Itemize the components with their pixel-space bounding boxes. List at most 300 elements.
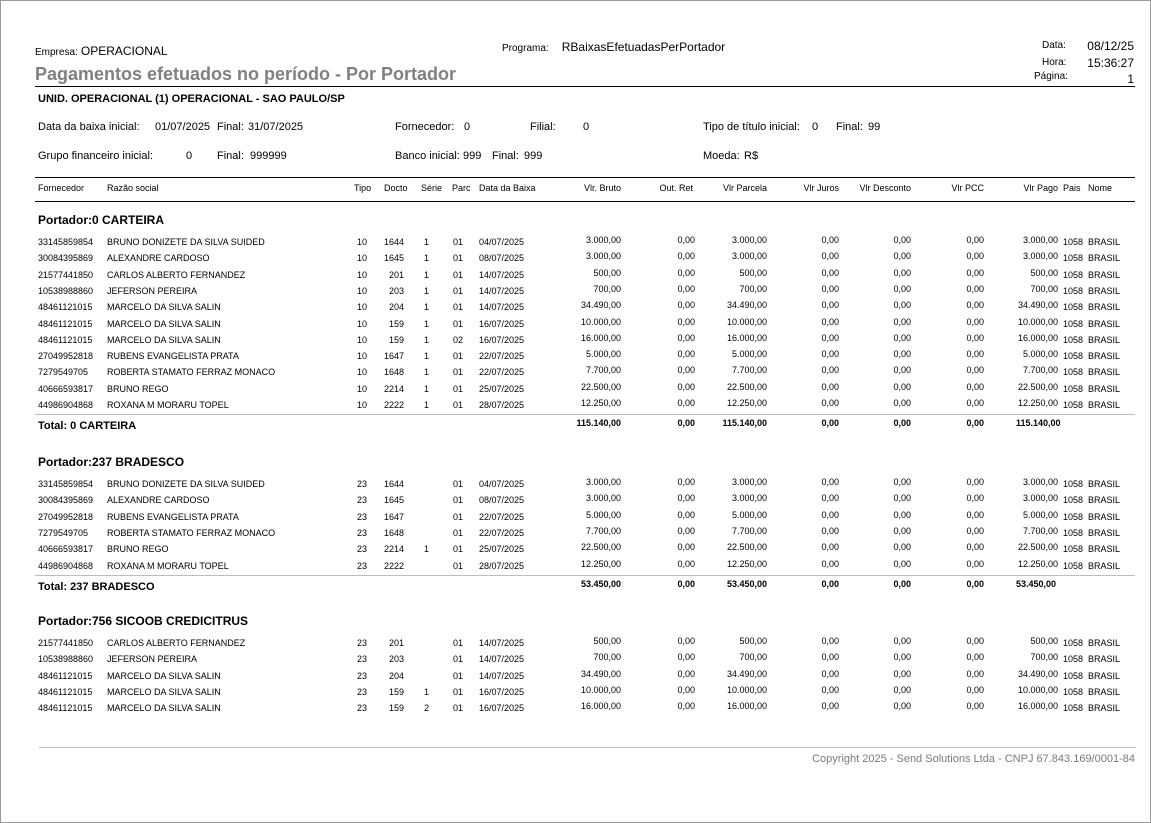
cell-data-baixa: 14/07/2025: [479, 285, 525, 296]
cell-vlr-pcc: 0,00: [966, 684, 984, 695]
cell-vlr-parcela: 700,00: [739, 283, 767, 294]
cell-vlr-bruto: 3.000,00: [585, 235, 621, 245]
cell-pais: 1058: [1063, 253, 1084, 264]
grupo-inicial: 0: [186, 150, 193, 162]
cell-razao-social: BRUNO DONIZETE DA SILVA SUIDED: [107, 479, 265, 489]
cell-pais: 1058: [1063, 495, 1084, 506]
cell-data-baixa: 14/07/2025: [479, 638, 525, 648]
cell-parc: 01: [452, 495, 463, 506]
cell-vlr-desconto: 0,00: [893, 668, 911, 679]
cell-parc: 01: [452, 253, 463, 264]
cell-vlr-bruto: 3.000,00: [585, 493, 621, 504]
cell-vlr-pcc: 0,00: [966, 267, 984, 278]
filial-label: Filial:: [530, 121, 556, 133]
cell-fornecedor: 48461121015: [38, 318, 93, 329]
cell-vlr-juros: 0,00: [821, 300, 839, 311]
cell-out-ret: 0,00: [677, 668, 695, 679]
programa-field: [502, 40, 725, 54]
cell-razao-social: MARCELO DA SILVA SALIN: [107, 302, 221, 313]
col-vlr-desconto: Vlr Desconto: [859, 183, 911, 193]
cell-parc: 01: [452, 351, 463, 362]
total-vlr-pcc: 0,00: [966, 578, 984, 589]
cell-pais: 1058: [1063, 367, 1084, 378]
cell-fornecedor: 33145859854: [38, 479, 94, 489]
cell-vlr-desconto: 0,00: [893, 300, 911, 311]
tipo-titulo-final: 99: [868, 121, 881, 133]
cell-fornecedor: 48461121015: [38, 670, 93, 681]
programa-value: RBaixasEfetuadasPerPortador: [561, 40, 726, 54]
section-label: Portador:: [38, 213, 92, 227]
empresa-value: OPERACIONAL: [80, 44, 168, 58]
cell-vlr-juros: 0,00: [821, 267, 839, 278]
cell-vlr-bruto: 12.250,00: [580, 558, 621, 569]
cell-vlr-juros: 0,00: [821, 365, 839, 376]
cell-docto: 159: [388, 318, 404, 329]
grupo-final: 999999: [250, 150, 287, 162]
cell-razao-social: ALEXANDRE CARDOSO: [107, 253, 210, 264]
data-baixa-final: 31/07/2025: [248, 121, 304, 133]
cell-vlr-parcela: 7.700,00: [731, 365, 767, 376]
cell-vlr-juros: 0,00: [821, 235, 839, 245]
cell-fornecedor: 48461121015: [38, 302, 93, 313]
data-label: Data:: [1042, 40, 1066, 51]
cell-out-ret: 0,00: [677, 636, 695, 646]
cell-razao-social: BRUNO REGO: [107, 544, 169, 555]
cell-vlr-juros: 0,00: [821, 381, 839, 392]
col-docto: Docto: [384, 183, 408, 193]
cell-razao-social: MARCELO DA SILVA SALIN: [107, 670, 221, 681]
cell-docto: 159: [388, 334, 404, 345]
cell-vlr-bruto: 3.000,00: [585, 477, 621, 487]
tipo-titulo-label: Tipo de título inicial:: [703, 121, 800, 133]
cell-vlr-bruto: 22.500,00: [580, 542, 621, 553]
cell-razao-social: ALEXANDRE CARDOSO: [107, 495, 210, 506]
cell-fornecedor: 21577441850: [38, 638, 94, 648]
cell-parc: 01: [452, 318, 463, 329]
cell-vlr-pago: 7.700,00: [1022, 365, 1058, 376]
cell-nome: BRASIL: [1088, 269, 1121, 280]
cell-vlr-pcc: 0,00: [966, 652, 984, 663]
cell-parc: 01: [452, 686, 463, 697]
cell-docto: 203: [388, 285, 404, 296]
cell-fornecedor: 21577441850: [38, 269, 94, 280]
cell-vlr-pago: 3.000,00: [1022, 235, 1058, 245]
cell-vlr-pago: 3.000,00: [1022, 477, 1058, 487]
total-out-ret: 0,00: [677, 418, 695, 429]
copyright-text: Copyright 2025 - Send Solutions Ltda - CNPJ 67.843.169/0001-84: [812, 753, 1135, 765]
cell-pais: 1058: [1063, 511, 1084, 522]
cell-vlr-parcela: 34.490,00: [726, 668, 767, 679]
cell-vlr-parcela: 7.700,00: [731, 525, 767, 536]
col-vlr-parcela: Vlr Parcela: [722, 183, 767, 193]
cell-vlr-pcc: 0,00: [966, 668, 984, 679]
cell-vlr-juros: 0,00: [821, 509, 839, 520]
col-parc: Parc: [452, 183, 471, 193]
cell-docto: 1647: [383, 511, 404, 522]
cell-vlr-parcela: 5.000,00: [731, 509, 767, 520]
total-out-ret: 0,00: [677, 578, 695, 589]
cell-vlr-desconto: 0,00: [893, 398, 911, 408]
cell-parc: 01: [452, 237, 463, 247]
cell-vlr-pcc: 0,00: [966, 525, 984, 536]
cell-vlr-pcc: 0,00: [966, 509, 984, 520]
cell-vlr-pago: 500,00: [1030, 267, 1058, 278]
cell-tipo: 23: [356, 638, 367, 648]
banco-label: Banco inicial:: [395, 150, 460, 162]
cell-vlr-bruto: 5.000,00: [585, 509, 621, 520]
cell-razao-social: RUBENS EVANGELISTA PRATA: [107, 511, 239, 522]
total-vlr-pcc: 0,00: [966, 418, 984, 429]
cell-tipo: 10: [356, 285, 367, 296]
cell-razao-social: JEFERSON PEREIRA: [107, 654, 198, 665]
cell-serie: 1: [423, 686, 429, 697]
cell-vlr-bruto: 7.700,00: [585, 525, 621, 536]
cell-data-baixa: 14/07/2025: [479, 670, 525, 681]
cell-vlr-pago: 700,00: [1030, 283, 1058, 294]
cell-out-ret: 0,00: [677, 493, 695, 504]
columns-top-line: [35, 177, 1135, 178]
cell-serie: 1: [423, 334, 429, 345]
cell-pais: 1058: [1063, 686, 1084, 697]
cell-razao-social: ROBERTA STAMATO FERRAZ MONACO: [107, 527, 276, 538]
total-vlr-juros: 0,00: [821, 578, 839, 589]
total-divider: [35, 575, 1135, 576]
cell-vlr-juros: 0,00: [821, 684, 839, 695]
cell-out-ret: 0,00: [677, 684, 695, 695]
filial-value: 0: [583, 121, 590, 133]
cell-parc: 01: [452, 511, 463, 522]
cell-vlr-juros: 0,00: [821, 525, 839, 536]
cell-vlr-juros: 0,00: [821, 332, 839, 343]
cell-vlr-desconto: 0,00: [893, 235, 911, 245]
cell-pais: 1058: [1063, 302, 1084, 313]
cell-tipo: 23: [356, 479, 367, 489]
cell-vlr-desconto: 0,00: [893, 684, 911, 695]
cell-nome: BRASIL: [1088, 638, 1121, 648]
cell-vlr-pcc: 0,00: [966, 235, 984, 245]
cell-nome: BRASIL: [1088, 670, 1121, 681]
cell-razao-social: BRUNO DONIZETE DA SILVA SUIDED: [107, 237, 265, 247]
cell-vlr-parcela: 3.000,00: [731, 251, 767, 262]
cell-vlr-juros: 0,00: [821, 283, 839, 294]
data-baixa-final-label: Final:: [217, 121, 244, 133]
col-vlr-pcc: Vlr PCC: [951, 183, 984, 193]
cell-vlr-pcc: 0,00: [966, 251, 984, 262]
cell-vlr-bruto: 3.000,00: [585, 251, 621, 262]
pagina-label: Página:: [1034, 71, 1068, 82]
cell-nome: BRASIL: [1088, 703, 1121, 714]
cell-vlr-pcc: 0,00: [966, 701, 984, 712]
cell-vlr-pcc: 0,00: [966, 477, 984, 487]
cell-tipo: 10: [356, 367, 367, 378]
cell-vlr-bruto: 10.000,00: [580, 316, 621, 327]
col-vlr-bruto: Vlr. Bruto: [583, 183, 621, 193]
cell-docto: 1645: [383, 253, 404, 264]
cell-serie: 1: [423, 302, 429, 313]
cell-data-baixa: 04/07/2025: [479, 479, 525, 489]
cell-razao-social: MARCELO DA SILVA SALIN: [107, 334, 221, 345]
cell-docto: 204: [388, 302, 404, 313]
cell-data-baixa: 04/07/2025: [479, 237, 525, 247]
total-vlr-desconto: 0,00: [893, 418, 911, 429]
cell-tipo: 10: [356, 269, 367, 280]
col-razao-social: Razão social: [107, 183, 159, 193]
cell-serie: 1: [423, 237, 429, 247]
section-title: [38, 614, 248, 628]
banco-final: 999: [524, 150, 543, 162]
cell-parc: 01: [452, 654, 463, 665]
data-value: 08/12/25: [1087, 39, 1134, 53]
cell-vlr-desconto: 0,00: [893, 493, 911, 504]
cell-data-baixa: 22/07/2025: [479, 367, 525, 378]
cell-pais: 1058: [1063, 269, 1084, 280]
cell-nome: BRASIL: [1088, 383, 1121, 394]
cell-razao-social: MARCELO DA SILVA SALIN: [107, 703, 221, 714]
cell-vlr-pcc: 0,00: [966, 349, 984, 360]
total-vlr-juros: 0,00: [821, 418, 839, 429]
total-vlr-pago: 53.450,00: [1016, 578, 1057, 589]
data-baixa-inicial: 01/07/2025: [155, 121, 211, 133]
cell-vlr-juros: 0,00: [821, 349, 839, 360]
cell-razao-social: RUBENS EVANGELISTA PRATA: [107, 351, 239, 362]
cell-fornecedor: 48461121015: [38, 686, 93, 697]
grupo-final-label: Final:: [217, 150, 244, 162]
cell-razao-social: MARCELO DA SILVA SALIN: [107, 686, 221, 697]
cell-vlr-parcela: 5.000,00: [731, 349, 767, 360]
cell-vlr-bruto: 500,00: [593, 267, 621, 278]
cell-fornecedor: 27049952818: [38, 351, 94, 362]
report-title: Pagamentos efetuados no período - Por Portador: [35, 64, 457, 84]
total-vlr-pago: 115.140,00: [1016, 418, 1061, 429]
cell-vlr-pago: 700,00: [1030, 652, 1058, 663]
footer-divider: [39, 747, 1136, 748]
cell-data-baixa: 16/07/2025: [479, 318, 525, 329]
cell-vlr-juros: 0,00: [821, 668, 839, 679]
cell-vlr-juros: 0,00: [821, 652, 839, 663]
cell-tipo: 23: [356, 654, 367, 665]
cell-serie: 1: [423, 544, 429, 555]
cell-data-baixa: 22/07/2025: [479, 351, 525, 362]
total-row: [1, 579, 1150, 595]
cell-vlr-pcc: 0,00: [966, 365, 984, 376]
cell-vlr-parcela: 500,00: [739, 636, 767, 646]
cell-vlr-desconto: 0,00: [893, 365, 911, 376]
cell-vlr-parcela: 12.250,00: [726, 558, 767, 569]
cell-out-ret: 0,00: [677, 477, 695, 487]
cell-vlr-parcela: 3.000,00: [731, 235, 767, 245]
total-label: Total: 0 CARTEIRA: [38, 420, 137, 433]
cell-vlr-bruto: 34.490,00: [580, 668, 621, 679]
cell-pais: 1058: [1063, 383, 1084, 394]
cell-nome: BRASIL: [1088, 686, 1121, 697]
banco-final-label: Final:: [492, 150, 519, 162]
cell-nome: BRASIL: [1088, 654, 1121, 665]
cell-vlr-juros: 0,00: [821, 251, 839, 262]
cell-vlr-pcc: 0,00: [966, 381, 984, 392]
cell-razao-social: JEFERSON PEREIRA: [107, 285, 198, 296]
cell-tipo: 10: [356, 302, 367, 313]
cell-nome: BRASIL: [1088, 367, 1121, 378]
cell-fornecedor: 7279549705: [38, 367, 89, 378]
cell-vlr-pcc: 0,00: [966, 332, 984, 343]
cell-vlr-parcela: 12.250,00: [726, 398, 767, 408]
cell-vlr-desconto: 0,00: [893, 381, 911, 392]
cell-fornecedor: 48461121015: [38, 703, 93, 714]
empresa-label: Empresa:: [35, 47, 78, 58]
cell-pais: 1058: [1063, 527, 1084, 538]
cell-nome: BRASIL: [1088, 237, 1121, 247]
cell-vlr-pago: 16.000,00: [1017, 701, 1058, 712]
cell-vlr-pago: 7.700,00: [1022, 525, 1058, 536]
total-vlr-desconto: 0,00: [893, 578, 911, 589]
total-divider: [35, 414, 1135, 415]
cell-tipo: 23: [356, 560, 367, 571]
cell-vlr-pago: 10.000,00: [1017, 316, 1058, 327]
cell-data-baixa: 14/07/2025: [479, 302, 525, 313]
cell-vlr-pcc: 0,00: [966, 542, 984, 553]
cell-out-ret: 0,00: [677, 251, 695, 262]
cell-nome: BRASIL: [1088, 527, 1121, 538]
cell-vlr-bruto: 16.000,00: [580, 701, 621, 712]
cell-docto: 1644: [383, 237, 404, 247]
cell-vlr-juros: 0,00: [821, 636, 839, 646]
cell-out-ret: 0,00: [677, 542, 695, 553]
col-vlr-juros: Vlr Juros: [803, 183, 839, 193]
cell-tipo: 23: [356, 527, 367, 538]
cell-parc: 01: [452, 383, 463, 394]
cell-parc: 01: [452, 400, 463, 410]
cell-nome: BRASIL: [1088, 302, 1121, 313]
total-vlr-bruto: 115.140,00: [576, 418, 621, 429]
cell-vlr-bruto: 7.700,00: [585, 365, 621, 376]
cell-vlr-pago: 3.000,00: [1022, 493, 1058, 504]
total-row: [1, 418, 1150, 434]
cell-vlr-bruto: 12.250,00: [580, 398, 621, 408]
cell-parc: 01: [452, 479, 463, 489]
cell-out-ret: 0,00: [677, 558, 695, 569]
programa-label: Programa:: [502, 43, 549, 54]
cell-vlr-juros: 0,00: [821, 398, 839, 408]
cell-tipo: 23: [356, 544, 367, 555]
cell-serie: 1: [423, 253, 429, 264]
cell-data-baixa: 16/07/2025: [479, 686, 525, 697]
cell-tipo: 10: [356, 400, 367, 410]
cell-vlr-pcc: 0,00: [966, 493, 984, 504]
cell-nome: BRASIL: [1088, 318, 1121, 329]
cell-data-baixa: 22/07/2025: [479, 527, 525, 538]
cell-parc: 01: [452, 560, 463, 571]
cell-serie: 1: [423, 269, 429, 280]
cell-vlr-pcc: 0,00: [966, 316, 984, 327]
cell-vlr-juros: 0,00: [821, 542, 839, 553]
cell-parc: 01: [452, 302, 463, 313]
pagina-value: 1: [1127, 72, 1134, 86]
cell-vlr-parcela: 10.000,00: [726, 684, 767, 695]
cell-data-baixa: 14/07/2025: [479, 654, 525, 665]
cell-vlr-desconto: 0,00: [893, 477, 911, 487]
cell-out-ret: 0,00: [677, 509, 695, 520]
cell-vlr-pago: 22.500,00: [1017, 381, 1058, 392]
cell-docto: 159: [388, 686, 404, 697]
cell-vlr-bruto: 700,00: [593, 652, 621, 663]
cell-parc: 01: [452, 527, 463, 538]
section-label: Portador:: [38, 455, 92, 469]
cell-fornecedor: 30084395869: [38, 253, 94, 264]
cell-docto: 2214: [383, 544, 404, 555]
cell-vlr-parcela: 16.000,00: [726, 332, 767, 343]
cell-out-ret: 0,00: [677, 701, 695, 712]
cell-pais: 1058: [1063, 285, 1084, 296]
col-data-baixa: Data da Baixa: [479, 183, 536, 193]
moeda-value: R$: [744, 150, 759, 162]
cell-pais: 1058: [1063, 351, 1084, 362]
cell-out-ret: 0,00: [677, 381, 695, 392]
cell-data-baixa: 16/07/2025: [479, 703, 525, 714]
col-pais: Pais: [1063, 183, 1081, 193]
col-serie: Série: [421, 183, 443, 193]
cell-vlr-desconto: 0,00: [893, 701, 911, 712]
col-vlr-pago: Vlr Pago: [1023, 183, 1058, 193]
cell-pais: 1058: [1063, 479, 1084, 489]
cell-vlr-desconto: 0,00: [893, 332, 911, 343]
cell-tipo: 23: [356, 495, 367, 506]
cell-docto: 1648: [383, 367, 404, 378]
cell-vlr-desconto: 0,00: [893, 349, 911, 360]
cell-vlr-pago: 3.000,00: [1022, 251, 1058, 262]
cell-nome: BRASIL: [1088, 334, 1121, 345]
cell-vlr-desconto: 0,00: [893, 636, 911, 646]
cell-vlr-juros: 0,00: [821, 316, 839, 327]
table-row: [1, 703, 1150, 719]
cell-tipo: 10: [356, 253, 367, 264]
cell-docto: 204: [388, 670, 404, 681]
cell-vlr-bruto: 34.490,00: [580, 300, 621, 311]
cell-data-baixa: 28/07/2025: [479, 400, 525, 410]
cell-vlr-parcela: 700,00: [739, 652, 767, 663]
cell-pais: 1058: [1063, 400, 1084, 410]
cell-fornecedor: 48461121015: [38, 334, 93, 345]
cell-vlr-parcela: 34.490,00: [726, 300, 767, 311]
cell-vlr-parcela: 22.500,00: [726, 381, 767, 392]
cell-fornecedor: 7279549705: [38, 527, 89, 538]
cell-parc: 01: [452, 367, 463, 378]
col-fornecedor: Fornecedor: [38, 183, 85, 193]
total-vlr-bruto: 53.450,00: [580, 578, 621, 589]
cell-data-baixa: 22/07/2025: [479, 511, 525, 522]
cell-fornecedor: 30084395869: [38, 495, 94, 506]
cell-vlr-pcc: 0,00: [966, 398, 984, 408]
cell-vlr-juros: 0,00: [821, 558, 839, 569]
cell-vlr-pago: 16.000,00: [1017, 332, 1058, 343]
cell-pais: 1058: [1063, 654, 1084, 665]
cell-out-ret: 0,00: [677, 365, 695, 376]
cell-vlr-bruto: 22.500,00: [580, 381, 621, 392]
section-name: 0 CARTEIRA: [92, 213, 165, 227]
cell-vlr-parcela: 16.000,00: [726, 701, 767, 712]
cell-parc: 01: [452, 638, 463, 648]
cell-out-ret: 0,00: [677, 525, 695, 536]
cell-razao-social: MARCELO DA SILVA SALIN: [107, 318, 221, 329]
cell-out-ret: 0,00: [677, 283, 695, 294]
cell-data-baixa: 14/07/2025: [479, 269, 525, 280]
cell-nome: BRASIL: [1088, 560, 1121, 571]
cell-nome: BRASIL: [1088, 544, 1121, 555]
banco-inicial: 999: [463, 150, 482, 162]
cell-vlr-pcc: 0,00: [966, 558, 984, 569]
cell-nome: BRASIL: [1088, 511, 1121, 522]
cell-vlr-desconto: 0,00: [893, 525, 911, 536]
cell-parc: 01: [452, 544, 463, 555]
